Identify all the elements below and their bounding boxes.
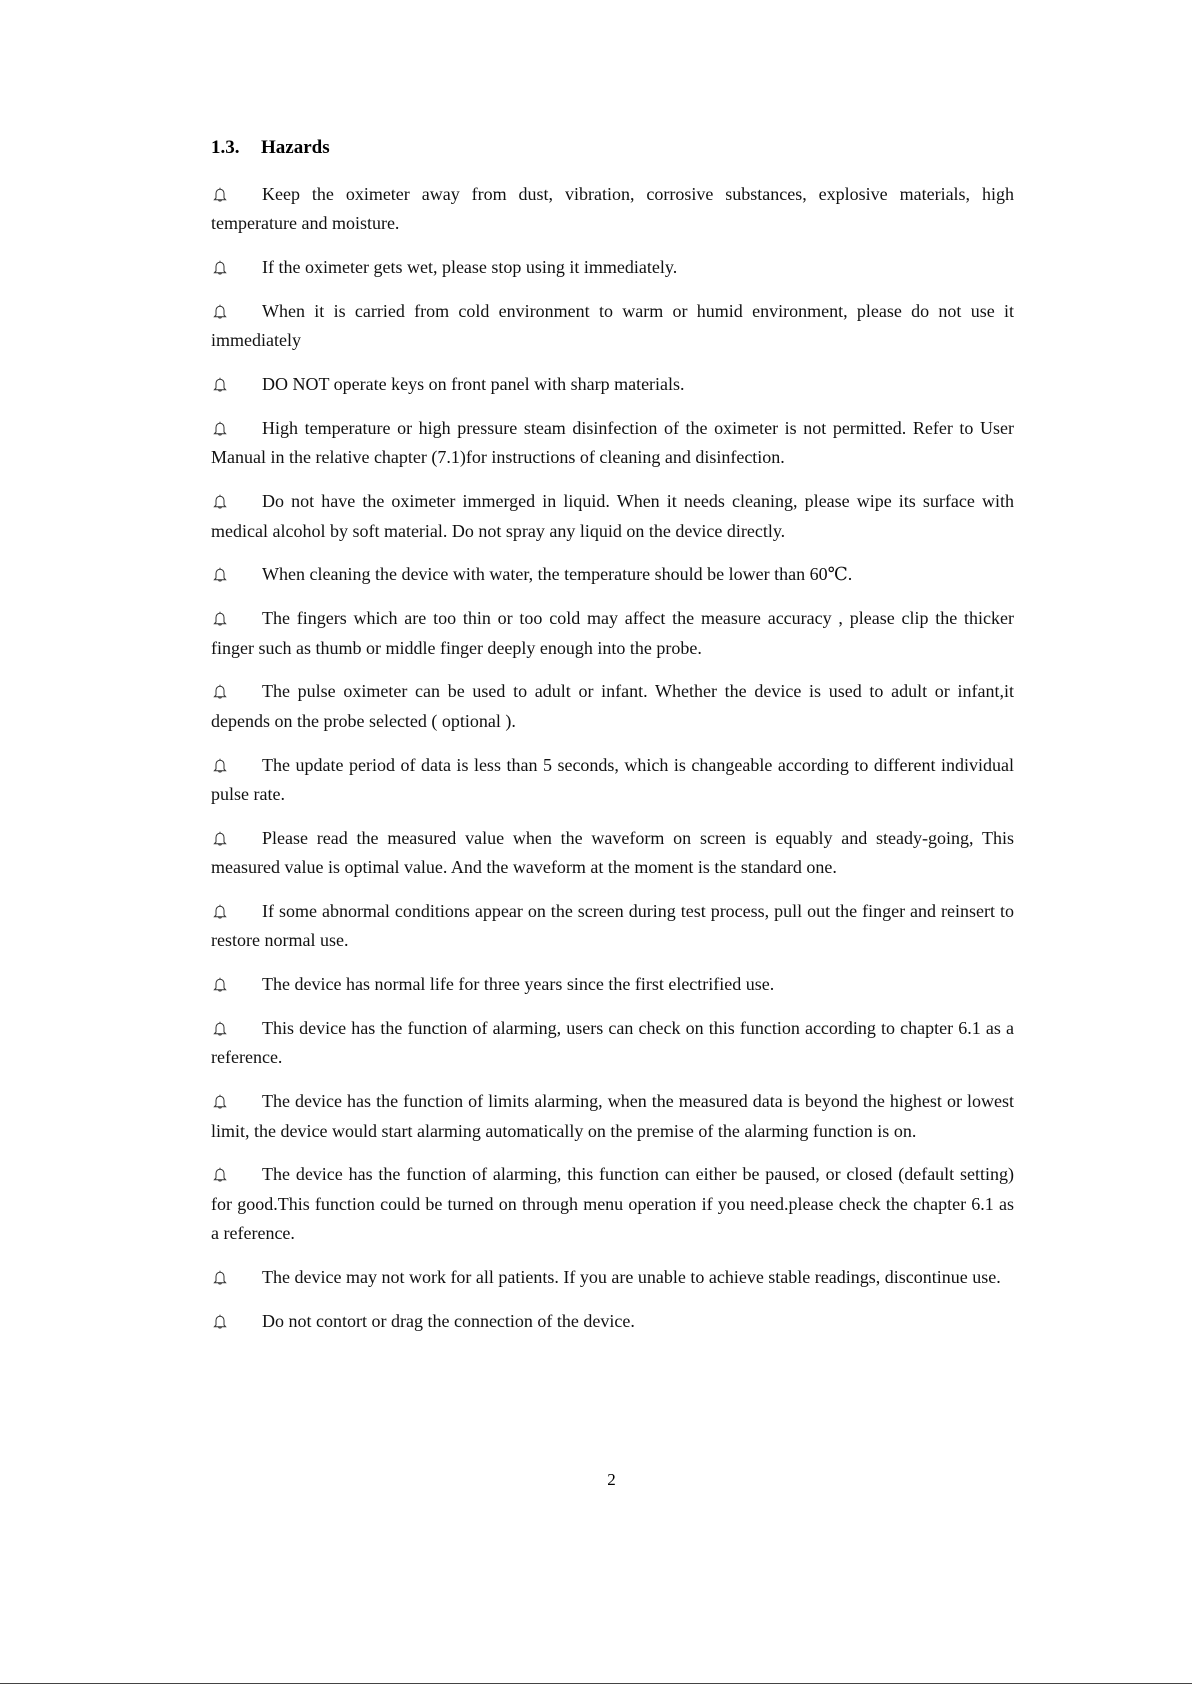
- hazard-text: The fingers which are too thin or too cold may affect the measure accuracy , please clip the thicker finger such as thumb or middle finger deeply enough into the probe.: [211, 608, 1014, 658]
- bell-icon: [211, 758, 229, 774]
- hazard-item-4: [211, 370, 1014, 399]
- bell-icon: [211, 1167, 229, 1183]
- page-bottom-edge: [0, 1683, 1192, 1684]
- bell-icon: [211, 1270, 229, 1286]
- hazard-item-8: [211, 604, 1014, 663]
- bell-icon: [211, 260, 229, 276]
- bell-icon: [211, 377, 229, 393]
- hazard-text: The device has the function of limits alarming, when the measured data is beyond the highest or lowest limit, the device would start alarming automatically on the premise of the alarming function is on.: [211, 1091, 1014, 1141]
- section-heading: [211, 136, 330, 160]
- bell-icon: [211, 977, 229, 993]
- bell-icon: [211, 567, 229, 583]
- hazard-text: Do not contort or drag the connection of the device.: [262, 1310, 635, 1331]
- hazard-text: The update period of data is less than 5 seconds, which is changeable according to different individual pulse rate.: [211, 754, 1014, 805]
- hazard-item-16: [211, 1160, 1014, 1248]
- hazard-item-13: [211, 970, 1014, 999]
- hazard-item-10: [211, 751, 1014, 810]
- hazard-item-6: [211, 487, 1014, 546]
- bell-icon: [211, 304, 229, 320]
- hazard-text: Please read the measured value when the waveform on screen is equably and steady-going, This measured value is optimal value. And the waveform at the moment is the standard one.: [211, 827, 1014, 878]
- hazard-item-17: [211, 1263, 1014, 1292]
- hazard-item-9: [211, 677, 1014, 736]
- bell-icon: [211, 1021, 229, 1037]
- section-title: Hazards: [261, 137, 330, 158]
- hazard-text: If the oximeter gets wet, please stop using it immediately.: [262, 257, 678, 278]
- hazard-item-12: [211, 897, 1014, 956]
- hazard-item-11: [211, 824, 1014, 883]
- page-number: 2: [607, 1470, 616, 1489]
- section-number: 1.3.: [211, 137, 240, 158]
- hazard-text: Keep the oximeter away from dust, vibration, corrosive substances, explosive materials, high temperature and moisture.: [211, 184, 1014, 234]
- hazard-text: The device may not work for all patients. If you are unable to achieve stable readings, discontinue use.: [262, 1267, 1001, 1288]
- hazard-text: The device has the function of alarming, this function can either be paused, or closed (default setting) for good.This function could be turned on through menu operation if you need.please check the chapter 6.1 as a reference.: [211, 1164, 1014, 1244]
- bell-icon: [211, 1314, 229, 1330]
- hazard-text: When cleaning the device with water, the temperature should be lower than 60℃.: [262, 564, 853, 585]
- bell-icon: [211, 684, 229, 700]
- hazard-text: The pulse oximeter can be used to adult or infant. Whether the device is used to adult or infant,it depends on the probe selected ( optional ).: [211, 681, 1014, 731]
- hazard-text: Do not have the oximeter immerged in liquid. When it needs cleaning, please wipe its surface with medical alcohol by soft material. Do not spray any liquid on the device directly.: [211, 491, 1014, 541]
- hazard-text: The device has normal life for three years since the first electrified use.: [262, 974, 775, 995]
- hazard-item-2: [211, 253, 1014, 282]
- hazards-list: [211, 180, 1014, 1351]
- bell-icon: [211, 831, 229, 847]
- hazard-item-7: [211, 560, 1014, 589]
- bell-icon: [211, 187, 229, 203]
- bell-icon: [211, 421, 229, 437]
- hazard-text: This device has the function of alarming, users can check on this function according to chapter 6.1 as a reference.: [211, 1018, 1014, 1068]
- bell-icon: [211, 611, 229, 627]
- hazard-item-14: [211, 1014, 1014, 1073]
- hazard-text: High temperature or high pressure steam disinfection of the oximeter is not permitted. Refer to User Manual in the relative chapter (7.1)for instructions of cleaning and disinfection.: [211, 418, 1014, 468]
- hazard-item-1: [211, 180, 1014, 239]
- bell-icon: [211, 904, 229, 920]
- hazard-item-18: [211, 1307, 1014, 1336]
- hazard-text: When it is carried from cold environment to warm or humid environment, please do not use it immediately: [211, 301, 1014, 351]
- hazard-item-3: [211, 297, 1014, 356]
- hazard-text: DO NOT operate keys on front panel with sharp materials.: [262, 374, 685, 395]
- bell-icon: [211, 1094, 229, 1110]
- bell-icon: [211, 494, 229, 510]
- hazard-text: If some abnormal conditions appear on the screen during test process, pull out the finger and reinsert to restore normal use.: [211, 901, 1014, 951]
- hazard-item-5: [211, 414, 1014, 473]
- hazard-item-15: [211, 1087, 1014, 1146]
